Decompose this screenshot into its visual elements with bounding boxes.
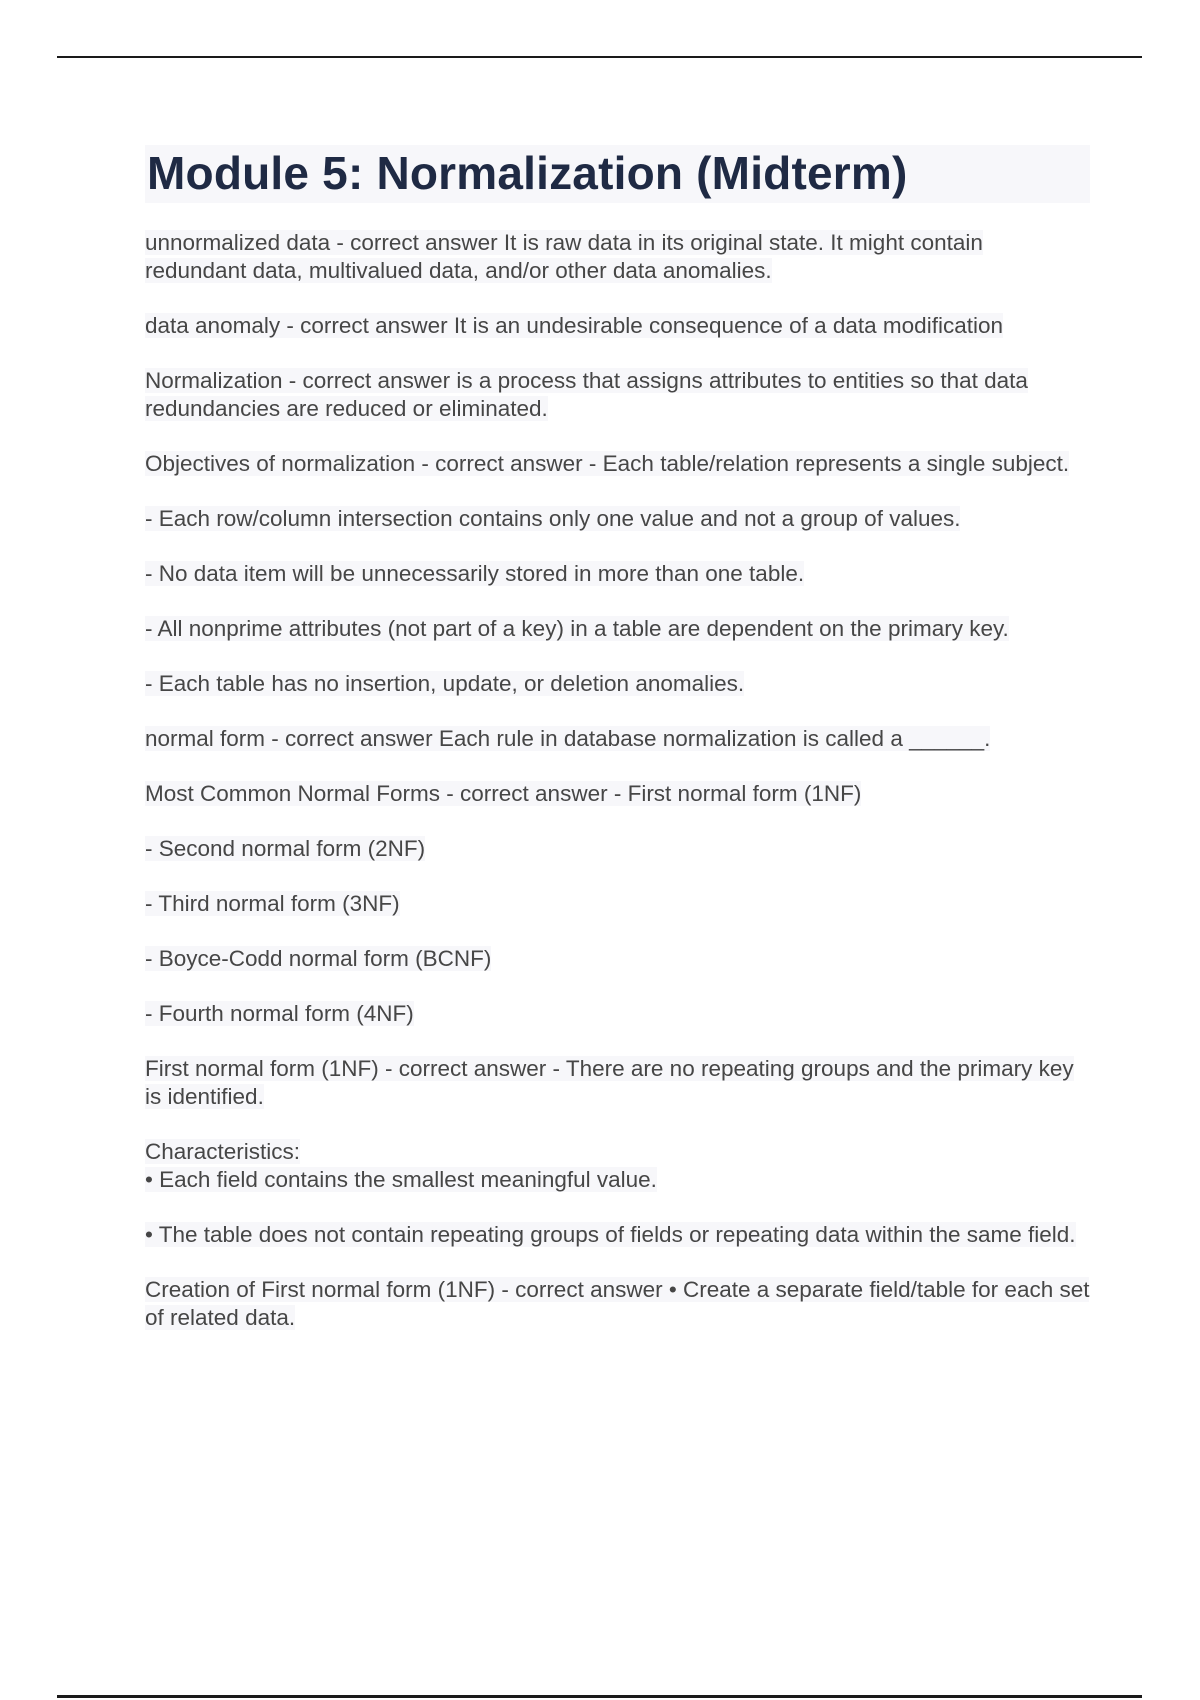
bottom-rule xyxy=(57,1695,1142,1698)
entry-4nf: - Fourth normal form (4NF) xyxy=(145,1001,414,1026)
entry-creation-1nf: Creation of First normal form (1NF) - correct answer • Create a separate field/table for each set of related data. xyxy=(145,1277,1090,1330)
entry-normal-form: normal form - correct answer Each rule in database normalization is called a ______. xyxy=(145,726,991,751)
entry-objective-nonprime: - All nonprime attributes (not part of a key) in a table are dependent on the primary key. xyxy=(145,616,1009,641)
entry-unnormalized-data: unnormalized data - correct answer It is raw data in its original state. It might contain redundant data, multivalued data, and/or other data anomalies. xyxy=(145,230,983,283)
entry-data-anomaly: data anomaly - correct answer It is an undesirable consequence of a data modification xyxy=(145,313,1003,338)
entry-2nf: - Second normal form (2NF) xyxy=(145,836,426,861)
entry-1nf-definition: First normal form (1NF) - correct answer - There are no repeating groups and the primary key is identified. xyxy=(145,1056,1074,1109)
page-title: Module 5: Normalization (Midterm) xyxy=(145,145,1090,203)
entry-objectives: Objectives of normalization - correct answer - Each table/relation represents a single subject. xyxy=(145,451,1070,476)
document-body xyxy=(145,145,1090,1359)
entry-no-repeating-groups: • The table does not contain repeating groups of fields or repeating data within the same field. xyxy=(145,1222,1076,1247)
entry-common-forms: Most Common Normal Forms - correct answer - First normal form (1NF) xyxy=(145,781,862,806)
entry-bcnf: - Boyce-Codd normal form (BCNF) xyxy=(145,946,492,971)
top-rule xyxy=(57,56,1142,58)
entry-objective-no-duplication: - No data item will be unnecessarily stored in more than one table. xyxy=(145,561,805,586)
entry-characteristics: Characteristics: • Each field contains the smallest meaningful value. xyxy=(145,1139,657,1192)
entry-objective-no-anomalies: - Each table has no insertion, update, or deletion anomalies. xyxy=(145,671,745,696)
entry-objective-one-value: - Each row/column intersection contains only one value and not a group of values. xyxy=(145,506,961,531)
entry-3nf: - Third normal form (3NF) xyxy=(145,891,400,916)
entry-normalization: Normalization - correct answer is a process that assigns attributes to entities so that data redundancies are reduced or eliminated. xyxy=(145,368,1028,421)
